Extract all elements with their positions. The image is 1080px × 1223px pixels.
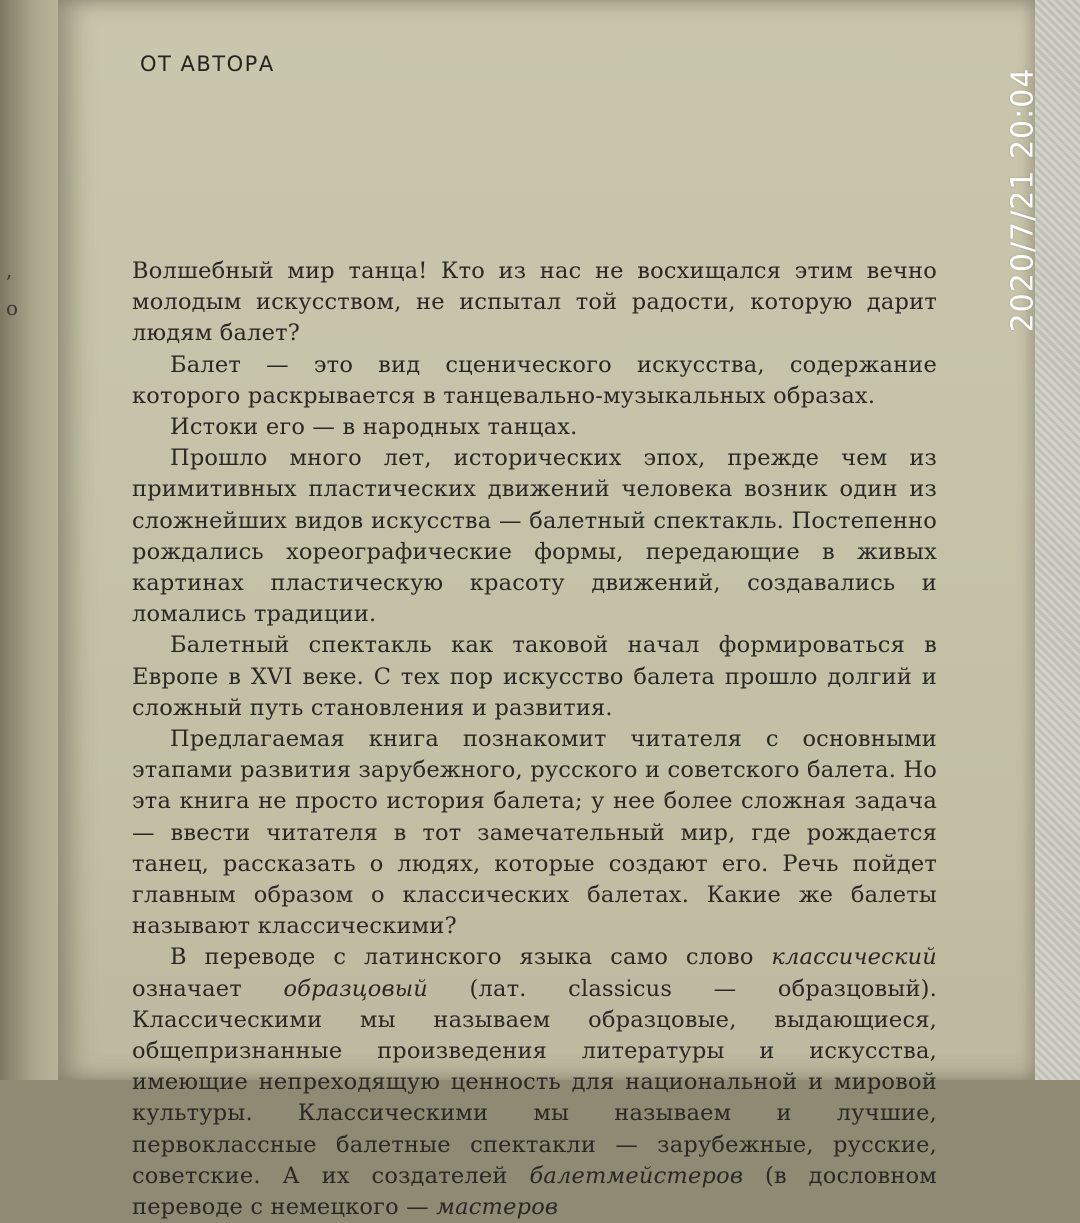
- fabric-background: [1035, 0, 1080, 1080]
- paragraph: Волшебный мир танца! Кто из нас не восхищался этим вечно молодым искусством, не испытал той радости, которую дарит людям балет?: [132, 258, 937, 347]
- adjacent-page-mark: ,: [6, 258, 13, 282]
- italic-term: образцовый: [283, 975, 428, 1002]
- paragraph: Предлагаемая книга познакомит читателя с основными этапами развития зарубежного, русского и советского балета. Но эта книга не просто история балета; у нее более сложная задача — ввести читателя в тот замечательный мир, где рождается танец, рассказать о людях, которые создают его. Речь пойдет главным образом о классических балетах. Какие же балеты называют классическими?: [132, 726, 937, 940]
- body-text: [132, 256, 937, 1223]
- italic-term: балетмейстеров: [529, 1162, 744, 1189]
- photo-timestamp: 2020/7/21 20:04: [1005, 67, 1041, 333]
- italic-term: классический: [771, 944, 937, 971]
- adjacent-page-edge: [0, 0, 58, 1080]
- paragraph: Истоки его — в народных танцах.: [170, 414, 578, 441]
- text-run: означает: [132, 975, 284, 1002]
- adjacent-page-mark: o: [6, 296, 19, 320]
- text-run: (лат. classicus — образцовый). Классическими мы называем образцовые, выдающиеся, общепризнанные произведения литературы и искусства, имеющие непреходящую ценность для национальной и мировой культуры. Классическими мы называем и лучшие, первоклассные балетные спектакли — зарубежные, русские, советские. А их создателей: [132, 975, 938, 1189]
- paragraph: Прошло много лет, исторических эпох, прежде чем из примитивных пластических движений человека возник один из сложнейших видов искусства — балетный спектакль. Постепенно рождались хореографические формы, передающие в живых картинах пластическую красоту движений, создавались и ломались традиции.: [132, 445, 937, 628]
- paragraph: Балетный спектакль как таковой начал формироваться в Европе в XVI веке. С тех пор искусство балета прошло долгий и сложный путь становления и развития.: [132, 632, 937, 721]
- page-header: ОТ АВТОРА: [140, 52, 275, 76]
- paragraph: [132, 942, 937, 1223]
- italic-term: мастеров: [436, 1194, 559, 1221]
- paragraph: Балет — это вид сценического искусства, содержание которого раскрывается в танцевально-музыкальных образах.: [132, 351, 937, 409]
- text-run: В переводе с латинского языка само слово: [170, 944, 772, 971]
- text-run: (в дословном переводе с немецкого —: [132, 1162, 937, 1221]
